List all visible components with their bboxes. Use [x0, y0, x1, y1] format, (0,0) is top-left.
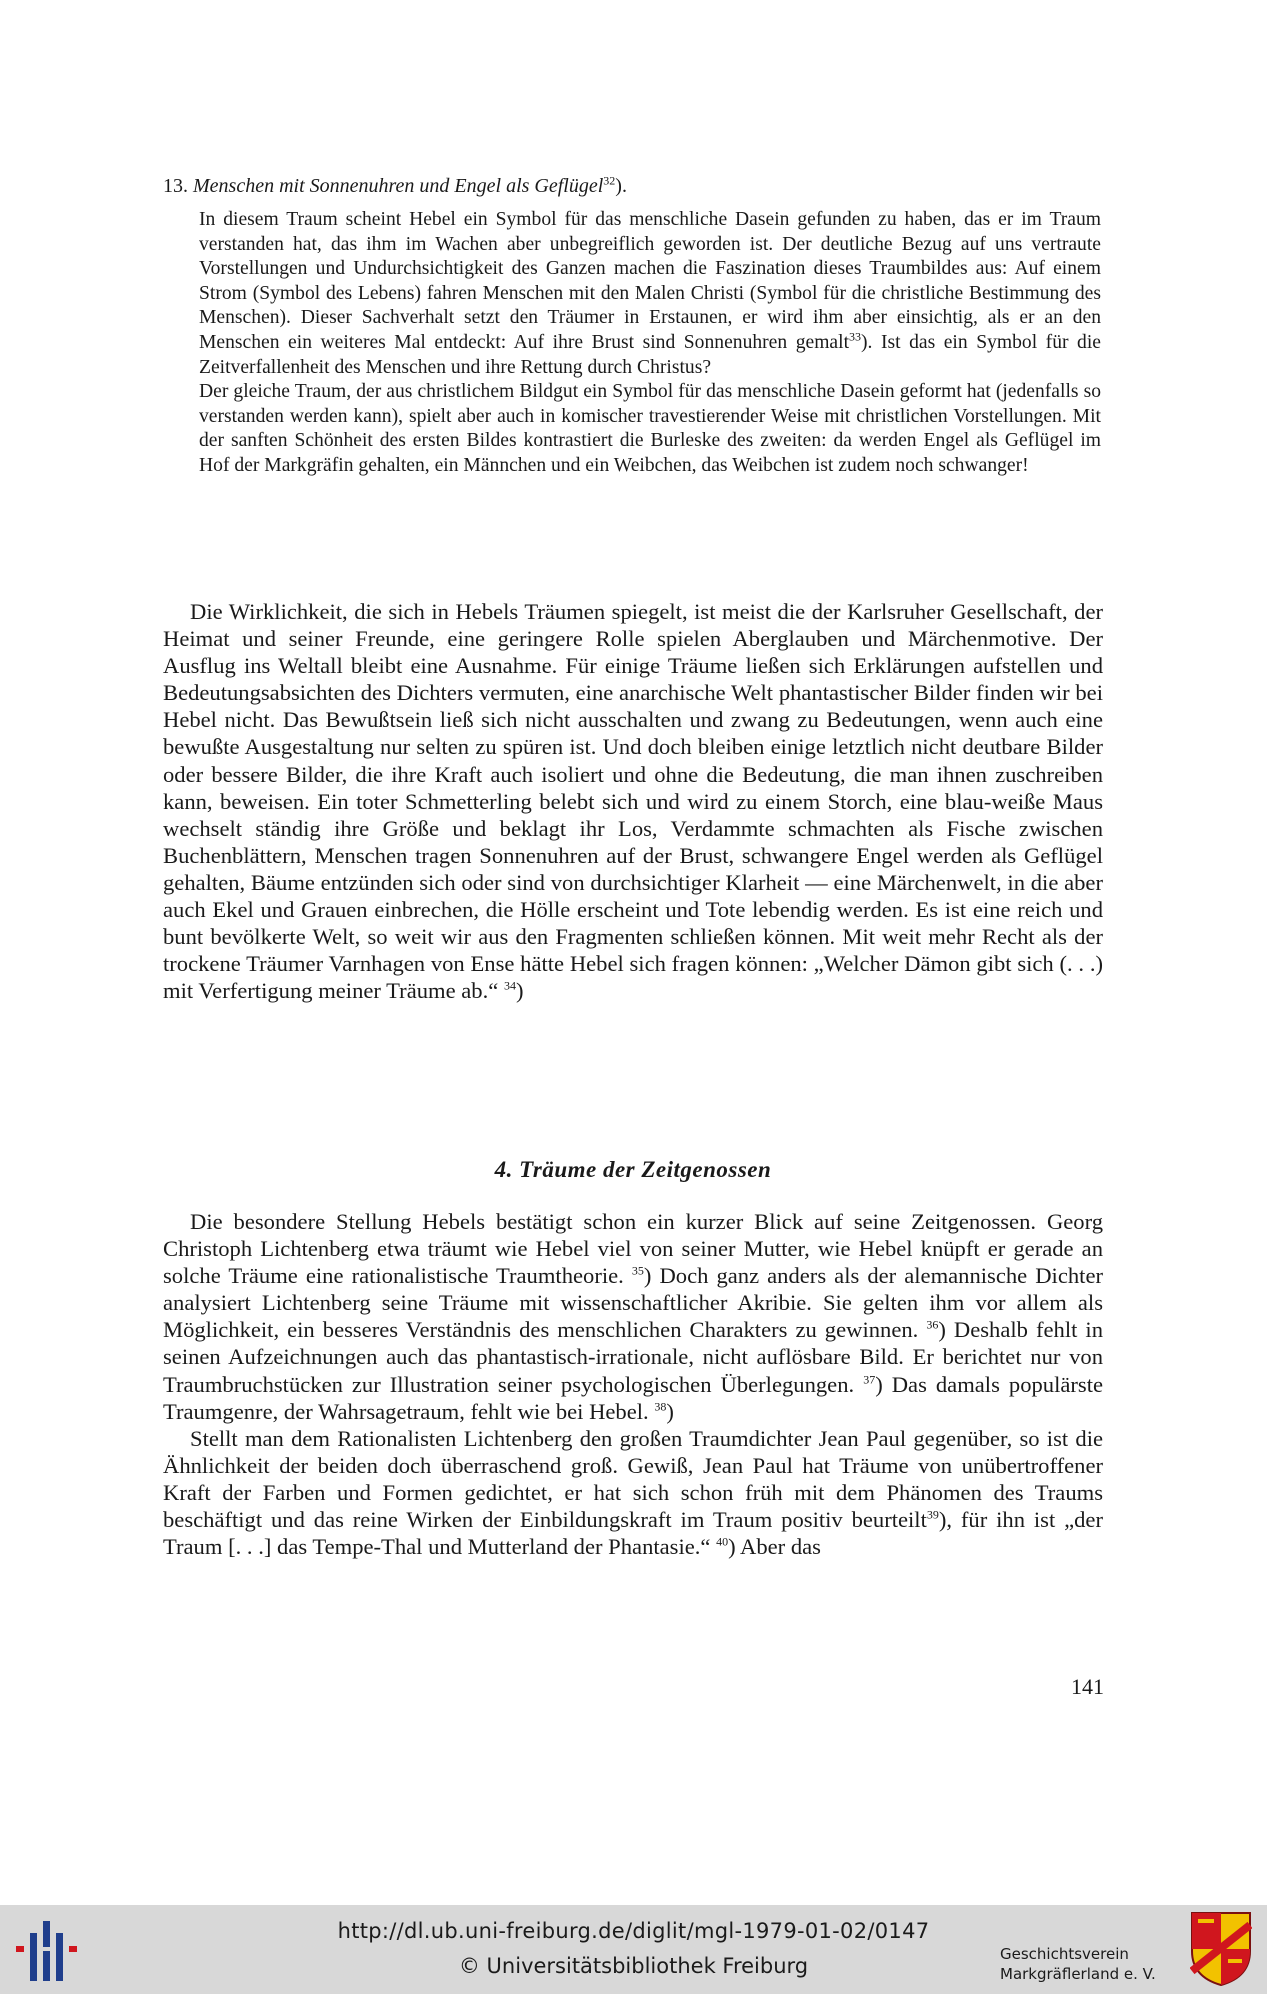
- commentary-text: ). Ist das ein Symbol für die Zeitverfallenheit des Menschen und ihre Rettung durch Christus?: [199, 331, 1101, 378]
- indented-commentary: [199, 208, 1101, 479]
- body-text: ) Deshalb fehlt in seinen Aufzeichnungen auch das phantastisch-irrationale, nicht auflösbare Bild. Er berichtet nur von Traumbruchstücken zur Illustration seiner psychologischen Überlegungen.: [163, 1317, 1104, 1397]
- body-text: Stellt man dem Rationalisten Lichtenberg den großen Traumdichter Jean Paul gegenüber, so ist die Ähnlichkeit der beiden doch überraschend groß. Gewiß, Jean Paul hat Träume von unübertroffener Kraft der Farben und Formen gedichtet, er hat sich schon früh mit dem Phänomen des Traums beschäftigt und das reine Wirken der Einbildungskraft im Traum positiv beurteilt: [163, 1425, 1103, 1533]
- society-name[interactable]: [1000, 1944, 1185, 1984]
- body-text: Die Wirklichkeit, die sich in Hebels Träumen spiegelt, ist meist die der Karlsruher Gesellschaft, der Heimat und seiner Freunde, eine geringere Rolle spielen Aberglauben und Märchenmotive. Der Ausflug ins Weltall bleibt eine Ausnahme. Für einige Träume ließen sich Erklärungen aufstellen und Bedeutungsabsichten des Dichters vermuten, eine anarchische Welt phantastischer Bilder finden wir bei Hebel nicht. Das Bewußtsein ließ sich nicht ausschalten und zwang zu Bedeutungen, wenn auch eine bewußte Ausgestaltung nur selten zu spüren ist. Und doch bleiben einige letztlich nicht deutbare Bilder oder bessere Bilder, die ihre Kraft auch isoliert und ohne die Bedeutung, die man ihnen zuschreiben kann, beweisen. Ein toter Schmetterling belebt sich und wird zu einem Storch, eine blau-weiße Maus wechselt ständig ihre Größe und beklagt ihr Los, Verdammte schmachten als Fische zwischen Buchenblättern, Menschen tragen Sonnenuhren auf der Brust, schwangere Engel werden als Geflügel gehalten, Bäume entzünden sich oder sind von durchsichtiger Klarheit — eine Märchenwelt, in die aber auch Ekel und Grauen einbrechen, die Hölle erscheint und Tote lebendig werden. Es ist eine reich und bunt bevölkerte Welt, so weit wir aus den Fragmenten schließen können. Mit weit mehr Recht als der trockene Träumer Varnhagen von Ense hätte Hebel sich fragen können: „Welcher Dämon gibt sich (. . .) mit Verfertigung meiner Träume ab.“: [163, 599, 1103, 1004]
- body-paragraph: [163, 598, 1103, 1004]
- footnote-ref: 38: [654, 1399, 667, 1414]
- body-text: Die besondere Stellung Hebels bestätigt schon ein kurzer Blick auf seine Zeitgenossen. Georg Christoph Lichtenberg etwa träumt wie Hebel viel von seiner Mutter, wie Hebel knüpft er gerade an solche Träume eine rationalistische Traumtheorie.: [163, 1209, 1103, 1289]
- body-text: ): [515, 978, 524, 1004]
- body-text-block-1: [163, 598, 1103, 1004]
- body-text-block-2: [163, 1208, 1103, 1560]
- body-text: ) Doch ganz anders als der alemannische Dichter analysiert Lichtenberg seine Träume mit wissenschaftlicher Akribie. Sie gelten ihm vor allem als Möglichkeit, ein besseres Verständnis des menschlichen Charakters zu gewinnen.: [163, 1263, 1103, 1343]
- body-text: ) Das damals populärste Traumgenre, der Wahrsagetraum, fehlt wie bei Hebel.: [163, 1371, 1104, 1424]
- footnote-ref: 39: [926, 1507, 939, 1522]
- footnote-ref: 33: [849, 329, 862, 344]
- footnote-ref: 35: [631, 1263, 644, 1278]
- section-title: 4. Träume der Zeitgenossen: [494, 1157, 772, 1182]
- body-paragraph: [163, 1425, 1103, 1560]
- commentary-paragraph: Der gleiche Traum, der aus christlichem Bildgut ein Symbol für das menschliche Dasein geformt hat (jedenfalls so verstanden werden kann), spielt aber auch in komischer travestierender Weise mit christlichen Vorstellungen. Mit der sanften Schönheit des ersten Bildes kontrastiert die Burleske des zweiten: da werden Engel als Geflügel im Hof der Markgräfin gehalten, ein Männchen und ein Weibchen, das Weibchen ist zudem noch schwanger!: [199, 381, 1101, 476]
- body-text: ) Aber das: [728, 1534, 821, 1560]
- footnote-ref: 40: [716, 1534, 729, 1549]
- body-paragraph: [163, 1208, 1103, 1425]
- footer-bar: [0, 1905, 1267, 1994]
- item-number: 13.: [163, 175, 188, 197]
- commentary-paragraph: [199, 208, 1101, 380]
- footnote-ref: 32: [603, 173, 616, 188]
- commentary-text: In diesem Traum scheint Hebel ein Symbol für das menschliche Dasein gefunden zu haben, das er im Traum verstanden hat, das ihm im Wachen aber unbegreiflich geworden ist. Der deutliche Bezug auf uns vertraute Vorstellungen und Undurchsichtigkeit des Ganzen machen die Faszination dieses Traumbildes aus: Auf einem Strom (Symbol des Lebens) fahren Menschen mit den Malen Christi (Symbol für die christliche Bestimmung des Menschen). Dieser Sachverhalt setzt den Träumer in Erstaunen, er wird ihm aber einsichtig, als er an den Menschen ein weiteres Mal entdeckt: Auf ihre Brust sind Sonnenuhren gemalt: [199, 209, 1101, 353]
- footnote-ref: 36: [926, 1317, 939, 1332]
- page-number: 141: [1071, 1674, 1104, 1699]
- item-heading: [163, 173, 1103, 199]
- society-name-line: Markgräflerland e. V.: [1000, 1965, 1156, 1983]
- society-name-line: Geschichtsverein: [1000, 1945, 1129, 1963]
- document-url-link[interactable]: http://dl.ub.uni-freiburg.de/diglit/mgl-1979-01-02/0147: [337, 1919, 930, 1943]
- body-text: ), für ihn ist „der Traum [. . .] das Tempe-Thal und Mutterland der Phantasie.“: [163, 1507, 1103, 1560]
- footnote-ref: 37: [863, 1372, 876, 1387]
- copyright-notice: © Universitätsbibliothek Freiburg: [458, 1954, 809, 1978]
- item-title: Menschen mit Sonnenuhren und Engel als Geflügel: [193, 175, 604, 197]
- footnote-ref: 34: [503, 978, 516, 993]
- item-heading-close: ).: [615, 175, 627, 197]
- coat-of-arms-icon: [1190, 1911, 1252, 1987]
- body-text: ): [666, 1398, 674, 1424]
